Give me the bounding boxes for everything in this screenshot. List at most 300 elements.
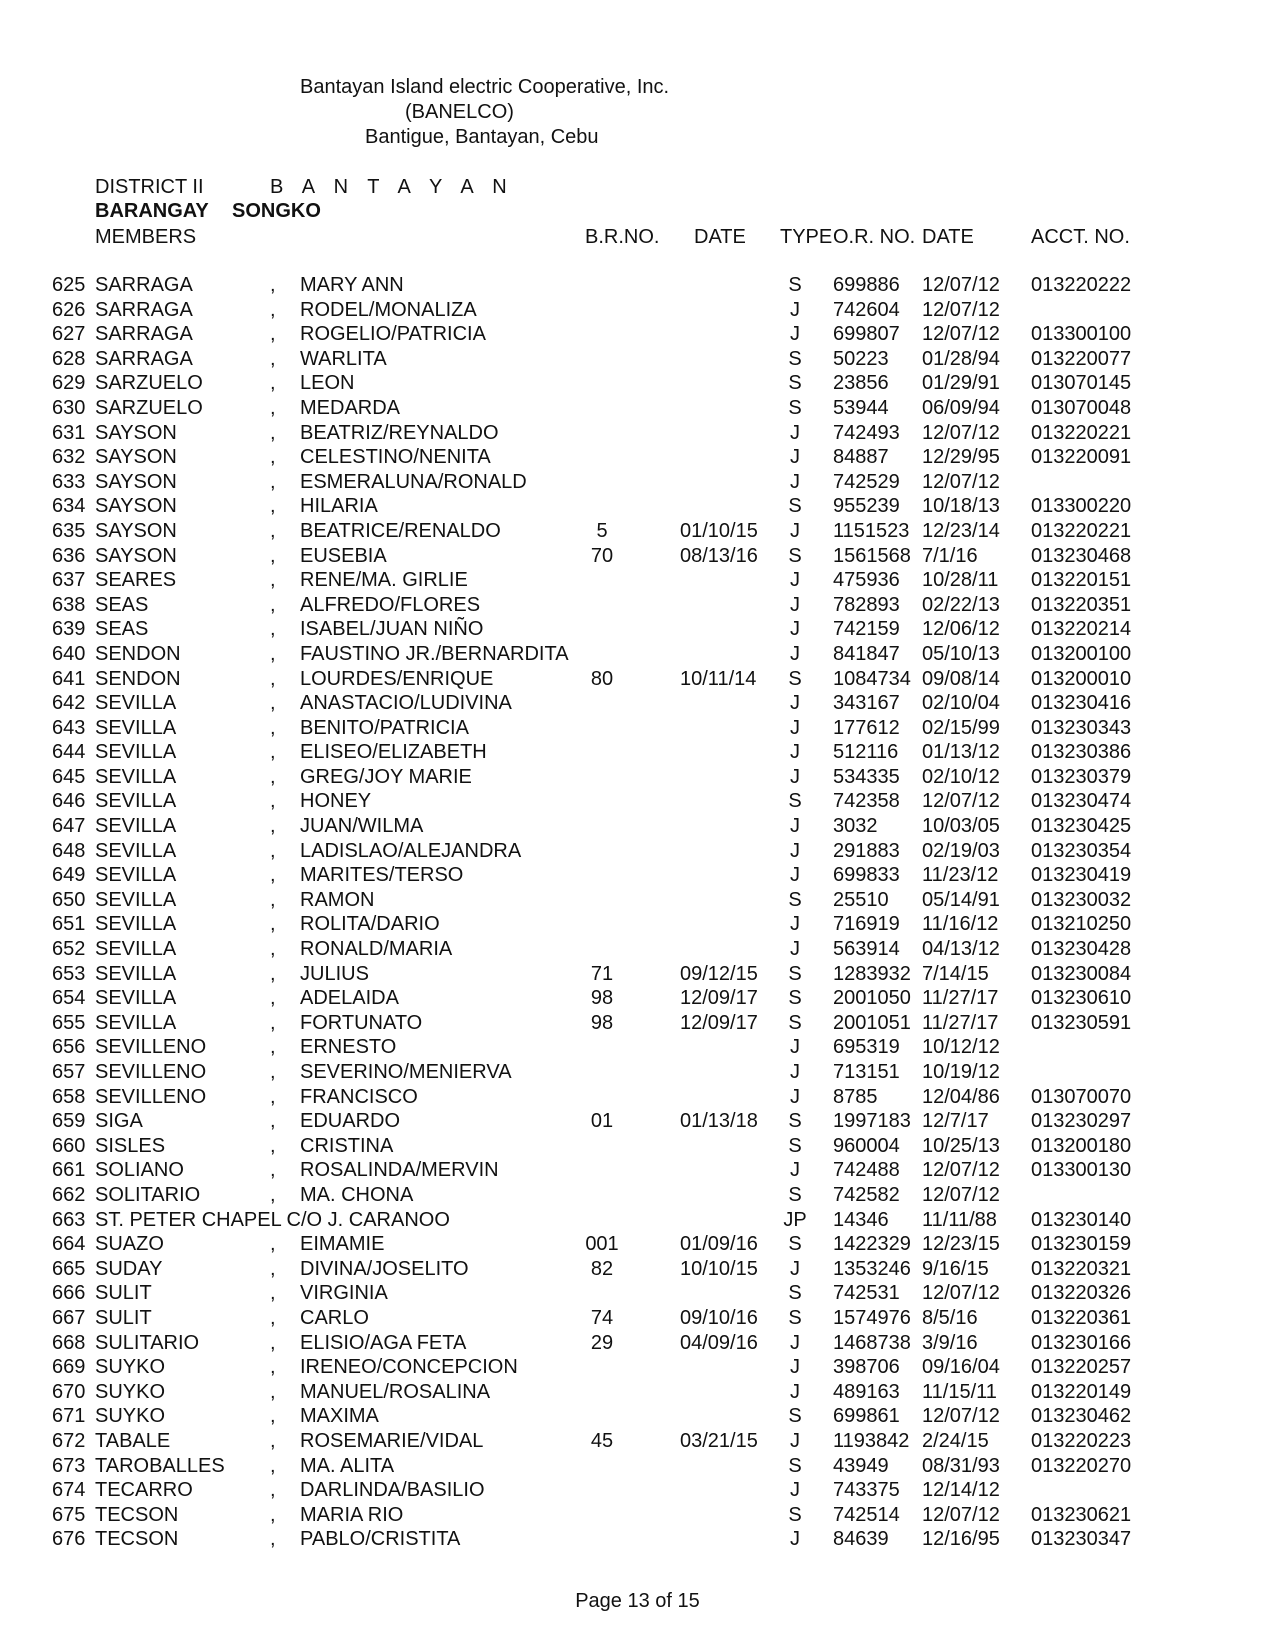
name-separator: , — [270, 421, 276, 444]
or-number: 1151523 — [833, 519, 910, 542]
account-number: 013230610 — [1031, 987, 1132, 1010]
member-number: 657 — [52, 1061, 86, 1083]
table-row — [0, 593, 1275, 618]
account-number: 013230140 — [1031, 1208, 1132, 1231]
membership-type: S — [788, 495, 802, 518]
member-first-name: ELISEO/ELIZABETH — [300, 741, 487, 764]
or-date: 12/07/12 — [922, 790, 1000, 813]
member-last-name: SULIT — [95, 1282, 152, 1305]
or-date: 10/18/13 — [922, 495, 1000, 518]
or-date: 11/23/12 — [922, 864, 999, 887]
br-date: 10/11/14 — [680, 667, 757, 690]
membership-type: J — [790, 1085, 800, 1108]
member-number: 675 — [52, 1503, 86, 1526]
account-number: 013200010 — [1031, 667, 1132, 690]
br-date: 12/09/17 — [680, 1011, 758, 1034]
member-last-name: SEAS — [95, 593, 149, 616]
br-date: 03/21/15 — [680, 1429, 758, 1452]
member-first-name: ELISIO/AGA FETA — [300, 1331, 467, 1354]
name-separator: , — [270, 765, 276, 788]
or-date: 02/19/03 — [922, 839, 1000, 862]
or-date: 12/14/12 — [922, 1479, 1000, 1502]
account-number: 013230425 — [1031, 815, 1132, 838]
member-first-name: RONALD/MARIA — [300, 938, 453, 961]
member-number: 636 — [52, 544, 86, 567]
or-number: 699886 — [833, 274, 900, 296]
page-footer — [0, 1590, 1275, 1613]
or-number: 841847 — [833, 642, 900, 665]
membership-type: J — [790, 618, 800, 641]
account-number: 013230591 — [1031, 1011, 1132, 1034]
table-row — [0, 1503, 1275, 1528]
membership-type: S — [788, 1233, 802, 1256]
or-number: 742493 — [833, 421, 900, 444]
account-number: 013220321 — [1031, 1257, 1132, 1280]
member-number: 653 — [52, 962, 86, 985]
member-last-name: SEVILLA — [95, 1011, 177, 1034]
or-date: 12/07/12 — [922, 298, 1000, 321]
account-number: 013230347 — [1031, 1528, 1132, 1551]
member-last-name: SULIT — [95, 1306, 152, 1329]
br-date: 10/10/15 — [680, 1257, 758, 1280]
name-separator: , — [270, 1479, 276, 1502]
organization-abbreviation: (BANELCO) — [405, 101, 514, 123]
member-first-name: HONEY — [300, 790, 372, 813]
or-number: 742531 — [833, 1282, 900, 1305]
name-separator: , — [270, 716, 276, 739]
member-last-name: SEVILLENO — [95, 1036, 207, 1059]
name-separator: , — [270, 569, 276, 592]
member-last-name: SAYSON — [95, 470, 177, 493]
member-first-name: MAXIMA — [300, 1405, 379, 1428]
member-number: 633 — [52, 470, 86, 493]
member-last-name: SISLES — [95, 1134, 166, 1157]
account-number: 013070048 — [1031, 396, 1132, 419]
table-row — [0, 1134, 1275, 1159]
name-separator: , — [270, 692, 276, 715]
or-date: 12/07/12 — [922, 421, 1000, 444]
name-separator: , — [270, 1454, 276, 1477]
name-separator: , — [270, 1257, 276, 1280]
or-date: 02/15/99 — [922, 716, 1000, 739]
column-header-or-date: DATE — [922, 226, 974, 248]
or-number: 1283932 — [833, 962, 911, 985]
barangay-label: BARANGAY — [95, 200, 209, 222]
account-number: 013210250 — [1031, 913, 1132, 936]
member-first-name: JULIUS — [300, 962, 369, 985]
or-number: 713151 — [833, 1061, 900, 1083]
member-first-name: ERNESTO — [300, 1036, 397, 1059]
member-last-name: SUDAY — [95, 1257, 163, 1280]
member-number: 634 — [52, 495, 86, 518]
account-number: 013220091 — [1031, 446, 1132, 469]
or-date: 10/28/11 — [922, 569, 999, 592]
member-last-name: SUAZO — [95, 1233, 164, 1256]
or-number: 534335 — [833, 765, 900, 788]
member-number: 663 — [52, 1208, 86, 1231]
member-last-name: SARRAGA — [95, 298, 193, 321]
account-number: 013220351 — [1031, 593, 1132, 616]
member-first-name: IRENEO/CONCEPCION — [300, 1356, 518, 1379]
br-number: 29 — [590, 1331, 614, 1354]
member-number: 669 — [52, 1356, 86, 1379]
table-row — [0, 1158, 1275, 1183]
column-header-members: MEMBERS — [95, 226, 197, 248]
member-first-name: WARLITA — [300, 347, 387, 370]
or-number: 1574976 — [833, 1306, 911, 1329]
member-number: 659 — [52, 1110, 86, 1133]
member-last-name: SAYSON — [95, 446, 177, 469]
account-number: 013220214 — [1031, 618, 1132, 641]
member-first-name: RENE/MA. GIRLIE — [300, 569, 468, 592]
member-first-name: ADELAIDA — [300, 987, 399, 1010]
account-number: 013220077 — [1031, 347, 1132, 370]
membership-type: J — [790, 1331, 800, 1354]
membership-type: S — [788, 667, 802, 690]
br-date: 08/13/16 — [680, 544, 758, 567]
name-separator: , — [270, 1405, 276, 1428]
member-last-name: SEARES — [95, 569, 177, 592]
table-row — [0, 1454, 1275, 1479]
table-row — [0, 962, 1275, 987]
member-last-name: SEVILLA — [95, 692, 177, 715]
table-row — [0, 421, 1275, 446]
name-separator: , — [270, 1183, 276, 1206]
or-number: 1997183 — [833, 1110, 911, 1133]
name-separator: , — [270, 913, 276, 936]
account-number: 013230032 — [1031, 888, 1132, 911]
membership-type: J — [790, 642, 800, 665]
member-last-name: SOLITARIO — [95, 1183, 201, 1206]
account-number: 013230159 — [1031, 1233, 1132, 1256]
membership-type: J — [790, 815, 800, 838]
table-row — [0, 322, 1275, 347]
table-row — [0, 1527, 1275, 1552]
or-date: 12/06/12 — [922, 618, 1000, 641]
or-number: 177612 — [833, 716, 900, 739]
name-separator: , — [270, 1528, 276, 1551]
member-number: 646 — [52, 790, 86, 813]
member-number: 637 — [52, 569, 86, 592]
name-separator: , — [270, 1233, 276, 1256]
table-row — [0, 1060, 1275, 1085]
name-separator: , — [270, 987, 276, 1010]
member-first-name: ESMERALUNA/RONALD — [300, 470, 527, 493]
name-separator: , — [270, 1429, 276, 1452]
table-row — [0, 1281, 1275, 1306]
member-first-name: CELESTINO/NENITA — [300, 446, 491, 469]
table-row — [0, 716, 1275, 741]
br-number: 71 — [590, 962, 614, 985]
organization-name: Bantayan Island electric Cooperative, Inc. — [300, 76, 670, 98]
table-row — [0, 691, 1275, 716]
member-first-name: SEVERINO/MENIERVA — [300, 1061, 512, 1083]
member-first-name: MEDARDA — [300, 396, 401, 419]
membership-type: J — [790, 741, 800, 764]
or-number: 699861 — [833, 1405, 900, 1428]
name-separator: , — [270, 790, 276, 813]
district-label: DISTRICT II — [95, 176, 204, 198]
account-number: 013230084 — [1031, 962, 1132, 985]
or-date: 11/11/88 — [922, 1208, 997, 1231]
name-separator: , — [270, 298, 276, 321]
or-number: 742488 — [833, 1159, 900, 1182]
or-number: 475936 — [833, 569, 900, 592]
member-number: 626 — [52, 298, 86, 321]
table-row — [0, 839, 1275, 864]
member-number: 631 — [52, 421, 86, 444]
member-first-name: MARY ANN — [300, 274, 404, 296]
membership-type: J — [790, 716, 800, 739]
name-separator: , — [270, 519, 276, 542]
account-number: 013230462 — [1031, 1405, 1132, 1428]
table-row — [0, 765, 1275, 790]
member-number: 630 — [52, 396, 86, 419]
br-number: 45 — [590, 1429, 614, 1452]
or-number: 716919 — [833, 913, 900, 936]
member-number: 655 — [52, 1011, 86, 1034]
or-date: 12/07/12 — [922, 1159, 1000, 1182]
name-separator: , — [270, 1503, 276, 1526]
or-number: 3032 — [833, 815, 878, 838]
or-number: 1422329 — [833, 1233, 911, 1256]
or-number: 1193842 — [833, 1429, 910, 1452]
br-number: 01 — [590, 1110, 614, 1133]
account-number: 013300130 — [1031, 1159, 1132, 1182]
membership-type: J — [790, 421, 800, 444]
or-number: 695319 — [833, 1036, 900, 1059]
table-row — [0, 1429, 1275, 1454]
or-date: 2/24/15 — [922, 1429, 989, 1452]
or-number: 1561568 — [833, 544, 911, 567]
table-row — [0, 1404, 1275, 1429]
membership-type: S — [788, 1405, 802, 1428]
table-row — [0, 814, 1275, 839]
member-last-name: SAYSON — [95, 421, 177, 444]
member-last-name: SEVILLA — [95, 716, 177, 739]
member-last-name: SENDON — [95, 667, 181, 690]
table-row — [0, 789, 1275, 814]
district-name: B A N T A Y A N — [270, 176, 514, 198]
membership-type: J — [790, 692, 800, 715]
or-date: 9/16/15 — [922, 1257, 989, 1280]
member-number: 639 — [52, 618, 86, 641]
or-date: 12/23/15 — [922, 1233, 1000, 1256]
name-separator: , — [270, 839, 276, 862]
or-date: 12/07/12 — [922, 1503, 1000, 1526]
account-number: 013220149 — [1031, 1380, 1132, 1403]
or-date: 11/27/17 — [922, 987, 999, 1010]
member-first-name: MARIA RIO — [300, 1503, 404, 1526]
or-date: 12/07/12 — [922, 1282, 1000, 1305]
or-date: 12/16/95 — [922, 1528, 1000, 1551]
member-last-name: ST. PETER CHAPEL C/O J. CARANOO — [95, 1208, 450, 1231]
membership-type: J — [790, 864, 800, 887]
column-header-acct-no: ACCT. NO. — [1031, 226, 1130, 248]
member-number: 672 — [52, 1429, 86, 1452]
account-number: 013070070 — [1031, 1085, 1132, 1108]
table-row — [0, 642, 1275, 667]
member-number: 644 — [52, 741, 86, 764]
or-date: 01/28/94 — [922, 347, 1000, 370]
membership-type: J — [790, 470, 800, 493]
or-number: 699807 — [833, 323, 900, 346]
or-number: 25510 — [833, 888, 889, 911]
name-separator: , — [270, 642, 276, 665]
member-first-name: EIMAMIE — [300, 1233, 385, 1256]
or-date: 10/25/13 — [922, 1134, 1000, 1157]
member-first-name: ROGELIO/PATRICIA — [300, 323, 486, 346]
table-row — [0, 888, 1275, 913]
or-number: 743375 — [833, 1479, 900, 1502]
member-number: 635 — [52, 519, 86, 542]
account-number: 013230379 — [1031, 765, 1132, 788]
table-row — [0, 1011, 1275, 1036]
member-number: 645 — [52, 765, 86, 788]
membership-type: J — [790, 1061, 800, 1083]
column-header-or-no: O.R. NO. — [833, 226, 916, 248]
member-last-name: TECARRO — [95, 1479, 193, 1502]
br-date: 09/12/15 — [680, 962, 758, 985]
member-last-name: SEVILLA — [95, 765, 177, 788]
account-number: 013220326 — [1031, 1282, 1132, 1305]
or-date: 12/07/12 — [922, 470, 1000, 493]
member-number: 649 — [52, 864, 86, 887]
name-separator: , — [270, 1306, 276, 1329]
account-number: 013230621 — [1031, 1503, 1132, 1526]
or-date: 02/22/13 — [922, 593, 1000, 616]
member-last-name: SIGA — [95, 1110, 143, 1133]
membership-type: J — [790, 1356, 800, 1379]
or-date: 8/5/16 — [922, 1306, 978, 1329]
membership-type: J — [790, 593, 800, 616]
or-number: 2001050 — [833, 987, 911, 1010]
or-date: 02/10/12 — [922, 765, 1000, 788]
member-number: 665 — [52, 1257, 86, 1280]
name-separator: , — [270, 741, 276, 764]
name-separator: , — [270, 938, 276, 961]
table-row — [0, 494, 1275, 519]
account-number: 013230386 — [1031, 741, 1132, 764]
or-number: 742582 — [833, 1183, 900, 1206]
table-row — [0, 937, 1275, 962]
or-number: 84887 — [833, 446, 889, 469]
name-separator: , — [270, 667, 276, 690]
member-number: 660 — [52, 1134, 86, 1157]
member-number: 640 — [52, 642, 86, 665]
membership-type: S — [788, 790, 802, 813]
or-number: 2001051 — [833, 1011, 911, 1034]
member-last-name: TECSON — [95, 1528, 179, 1551]
member-first-name: MANUEL/ROSALINA — [300, 1380, 491, 1403]
or-date: 10/12/12 — [922, 1036, 1000, 1059]
account-number: 013220222 — [1031, 274, 1132, 296]
name-separator: , — [270, 815, 276, 838]
member-first-name: GREG/JOY MARIE — [300, 765, 472, 788]
member-first-name: FAUSTINO JR./BERNARDITA — [300, 642, 569, 665]
member-number: 629 — [52, 372, 86, 395]
member-last-name: TABALE — [95, 1429, 171, 1452]
br-date: 01/13/18 — [680, 1110, 758, 1133]
member-last-name: SENDON — [95, 642, 181, 665]
br-date: 12/09/17 — [680, 987, 758, 1010]
or-number: 742529 — [833, 470, 900, 493]
member-last-name: SULITARIO — [95, 1331, 200, 1354]
page-number: Page 13 of 15 — [575, 1590, 700, 1612]
member-last-name: SOLIANO — [95, 1159, 184, 1182]
or-number: 489163 — [833, 1380, 900, 1403]
or-number: 23856 — [833, 372, 889, 395]
name-separator: , — [270, 1134, 276, 1157]
member-first-name: MARITES/TERSO — [300, 864, 464, 887]
table-row — [0, 1331, 1275, 1356]
membership-type: J — [790, 938, 800, 961]
member-first-name: MA. ALITA — [300, 1454, 395, 1477]
member-number: 638 — [52, 593, 86, 616]
table-row — [0, 863, 1275, 888]
or-number: 699833 — [833, 864, 900, 887]
membership-type: S — [788, 544, 802, 567]
name-separator: , — [270, 323, 276, 346]
membership-type: J — [790, 1429, 800, 1452]
member-number: 632 — [52, 446, 86, 469]
or-number: 343167 — [833, 692, 900, 715]
or-date: 11/27/17 — [922, 1011, 999, 1034]
member-first-name: RAMON — [300, 888, 375, 911]
table-row — [0, 1109, 1275, 1134]
membership-type: S — [788, 1306, 802, 1329]
member-first-name: ROSEMARIE/VIDAL — [300, 1429, 484, 1452]
member-last-name: TAROBALLES — [95, 1454, 225, 1477]
membership-type: J — [790, 1036, 800, 1059]
member-first-name: VIRGINIA — [300, 1282, 388, 1305]
member-last-name: SUYKO — [95, 1380, 166, 1403]
member-number: 666 — [52, 1282, 86, 1305]
name-separator: , — [270, 618, 276, 641]
account-number: 013300220 — [1031, 495, 1132, 518]
name-separator: , — [270, 1036, 276, 1059]
organization-address: Bantigue, Bantayan, Cebu — [365, 126, 599, 148]
name-separator: , — [270, 1331, 276, 1354]
table-row — [0, 519, 1275, 544]
membership-type: J — [790, 569, 800, 592]
table-row — [0, 986, 1275, 1011]
member-last-name: SUYKO — [95, 1405, 166, 1428]
or-number: 782893 — [833, 593, 900, 616]
membership-type: S — [788, 274, 802, 296]
member-last-name: SEVILLA — [95, 741, 177, 764]
or-date: 3/9/16 — [922, 1331, 978, 1354]
member-last-name: SAYSON — [95, 544, 177, 567]
member-first-name: LOURDES/ENRIQUE — [300, 667, 494, 690]
or-date: 11/15/11 — [922, 1380, 997, 1403]
membership-type: J — [790, 1159, 800, 1182]
table-row — [0, 667, 1275, 692]
barangay-name: SONGKO — [232, 200, 321, 222]
membership-type: S — [788, 1503, 802, 1526]
member-last-name: SEVILLA — [95, 938, 177, 961]
or-number: 50223 — [833, 347, 889, 370]
membership-type: S — [788, 962, 802, 985]
member-number: 654 — [52, 987, 86, 1010]
or-number: 1468738 — [833, 1331, 911, 1354]
table-row — [0, 347, 1275, 372]
member-first-name: BEATRICE/RENALDO — [300, 519, 501, 542]
member-number: 673 — [52, 1454, 86, 1477]
member-number: 641 — [52, 667, 86, 690]
br-number: 001 — [585, 1233, 619, 1256]
membership-type: J — [790, 913, 800, 936]
